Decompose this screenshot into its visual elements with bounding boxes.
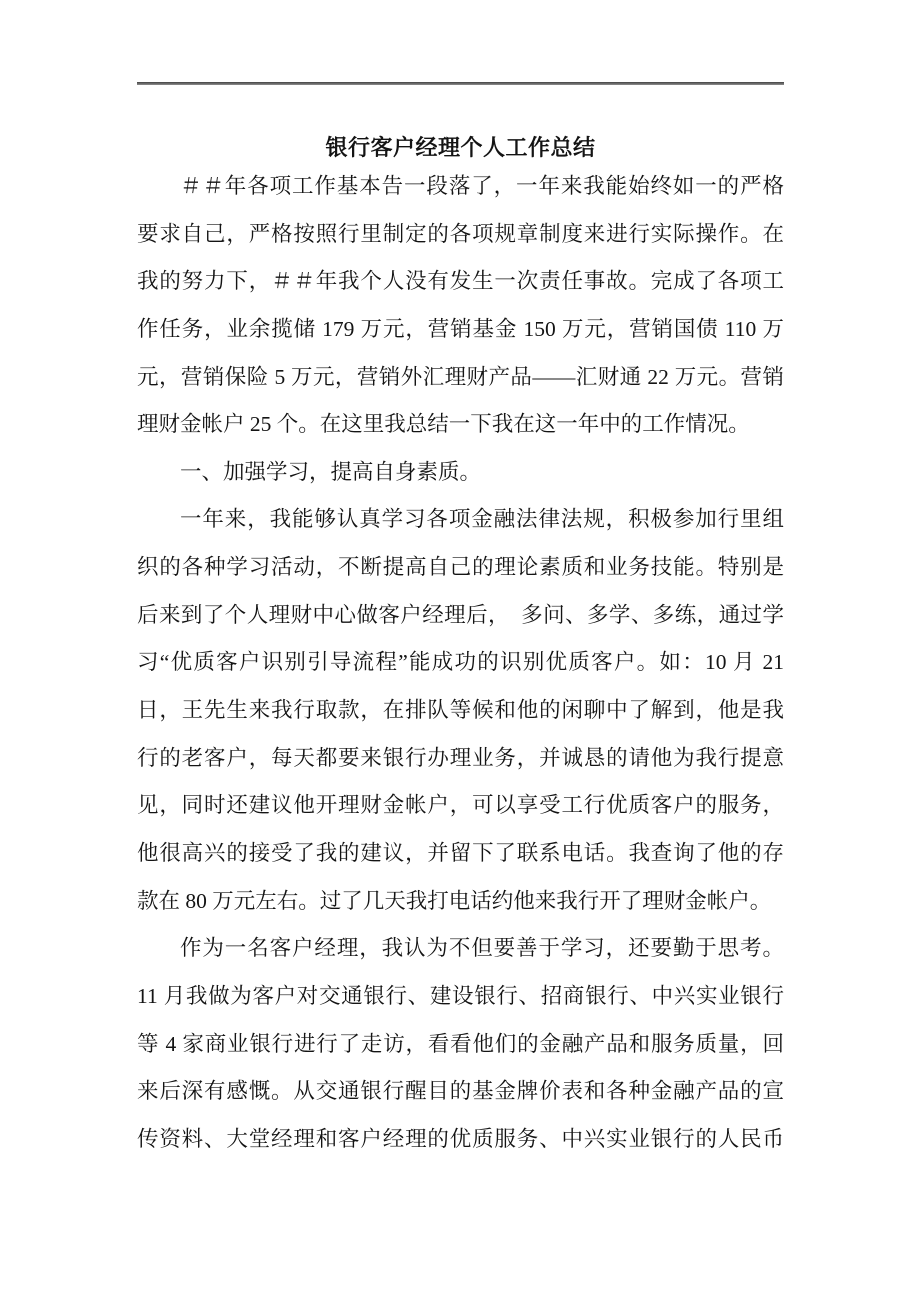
text-line: 要求自己，严格按照行里制定的各项规章制度来进行实际操作。在 xyxy=(137,221,784,246)
text-line: 行的老客户，每天都要来银行办理业务，并诚恳的请他为我行提意 xyxy=(137,745,784,770)
text-line: 传资料、大堂经理和客户经理的优质服务、中兴实业银行的人民币 xyxy=(137,1126,784,1151)
header-rule xyxy=(137,82,784,85)
text-line: 来后深有感慨。从交通银行醒目的基金牌价表和各种金融产品的宣 xyxy=(137,1079,784,1104)
text-line: 作为一名客户经理，我认为不但要善于学习，还要勤于思考。 xyxy=(180,936,784,961)
text-line: 11 月我做为客户对交通银行、建设银行、招商银行、中兴实业银行 xyxy=(137,983,784,1008)
text-line: 元，营销保险 5 万元，营销外汇理财产品——汇财通 22 万元。营销 xyxy=(137,364,784,389)
text-line: 见，同时还建议他开理财金帐户，可以享受工行优质客户的服务， xyxy=(137,793,784,818)
text-line: 作任务，业余揽储 179 万元，营销基金 150 万元，营销国债 110 万 xyxy=(137,316,784,341)
text-line: 日，王先生来我行取款，在排队等候和他的闲聊中了解到，他是我 xyxy=(137,698,784,723)
text-line: 后来到了个人理财中心做客户经理后， 多问、多学、多练，通过学 xyxy=(137,602,784,627)
text-line: 理财金帐户 25 个。在这里我总结一下我在这一年中的工作情况。 xyxy=(137,412,750,437)
document-body xyxy=(137,163,784,1163)
document-title: 银行客户经理个人工作总结 xyxy=(325,134,596,160)
text-line: 他很高兴的接受了我的建议，并留下了联系电话。我查询了他的存 xyxy=(137,840,784,865)
text-line: 我的努力下，＃＃年我个人没有发生一次责任事故。完成了各项工 xyxy=(137,269,784,294)
text-line: 织的各种学习活动，不断提高自己的理论素质和业务技能。特别是 xyxy=(137,555,784,580)
section-heading-line: 一、加强学习，提高自身素质。 xyxy=(180,459,482,484)
text-line: 习“优质客户识别引导流程”能成功的识别优质客户。如：10 月 21 xyxy=(137,650,784,675)
text-line: 款在 80 万元左右。过了几天我打电话约他来我行开了理财金帐户。 xyxy=(137,888,772,913)
text-line: 一年来，我能够认真学习各项金融法律法规，积极参加行里组 xyxy=(180,507,784,532)
text-line: 等 4 家商业银行进行了走访，看看他们的金融产品和服务质量，回 xyxy=(137,1031,784,1056)
text-line: ＃＃年各项工作基本告一段落了，一年来我能始终如一的严格 xyxy=(180,174,784,198)
